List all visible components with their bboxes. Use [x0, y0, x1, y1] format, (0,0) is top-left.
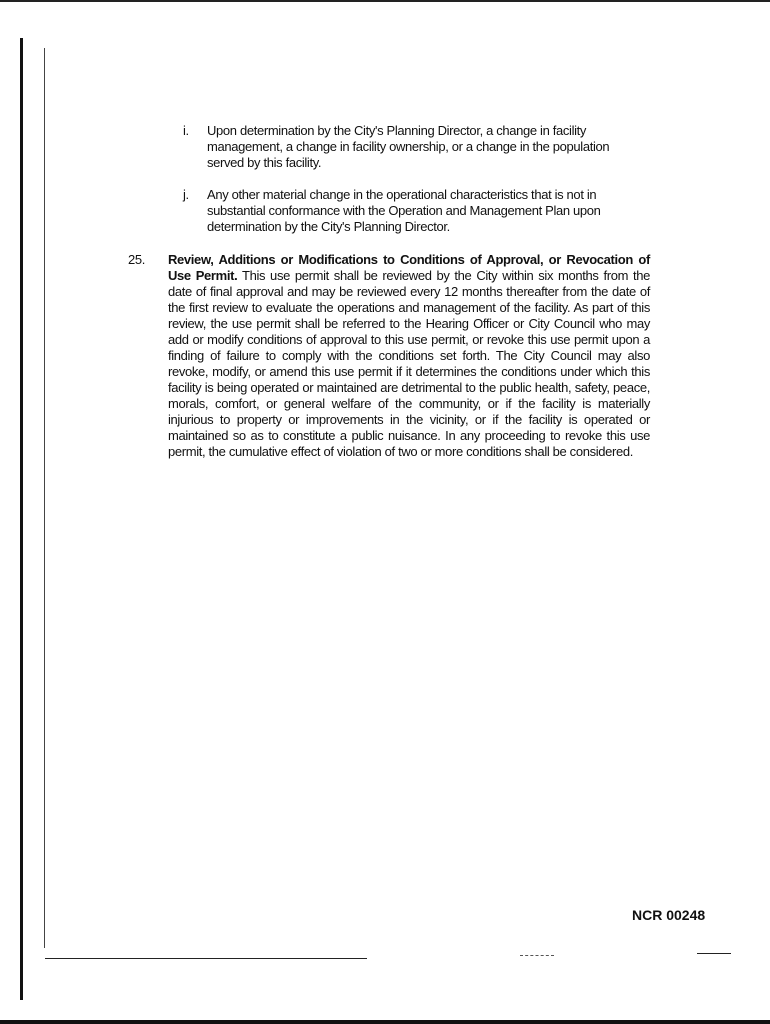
- condition-number: 25.: [128, 252, 146, 267]
- list-item-text: Any other material change in the operational characteristics that is not in substantial conformance with the Operation and Management Plan upon determination by the City's Planning Director.: [207, 187, 601, 234]
- scan-top-edge: [0, 0, 770, 2]
- footer-rule-right: [697, 953, 731, 954]
- scan-bottom-edge: [0, 1020, 770, 1024]
- bates-number: NCR 00248: [632, 907, 706, 923]
- scan-left-margin-line: [44, 48, 45, 948]
- footer-rule: [45, 958, 367, 959]
- condition-body: This use permit shall be reviewed by the City within six months from the date of final approval and may be reviewed every 12 months thereafter from the date of the first review to evaluate the operations and management of the facility. As part of this review, the use permit shall be referred to the Hearing Officer or City Council who may add or modify conditions of approval to this use permit, or revoke this use permit upon a finding of failure to comply with the conditions set forth. The City Council may also revoke, modify, or amend this use permit if it determines the conditions under which this facility is being operated or maintained are detrimental to the public health, safety, peace, morals, comfort, or general welfare of the community, or if the facility is materially injurious to property or improvements in the vicinity, or if the facility is operated or maintained so as to constitute a public nuisance. In any proceeding to revoke this use permit, the cumulative effect of violation of two or more conditions shall be considered.: [168, 268, 650, 459]
- list-marker: j.: [183, 187, 189, 202]
- condition-paragraph: [168, 252, 650, 460]
- condition-heading: Review, Additions or Modifications to Conditions of Approval, or Revocation of Use Permit.: [168, 252, 650, 283]
- list-marker: i.: [183, 123, 189, 138]
- scan-left-margin-bar: [20, 38, 23, 1000]
- footer-dash-mark: [520, 955, 554, 957]
- list-item-text: Upon determination by the City's Planning Director, a change in facility management, a change in facility ownership, or a change in the population served by this facility.: [207, 123, 610, 170]
